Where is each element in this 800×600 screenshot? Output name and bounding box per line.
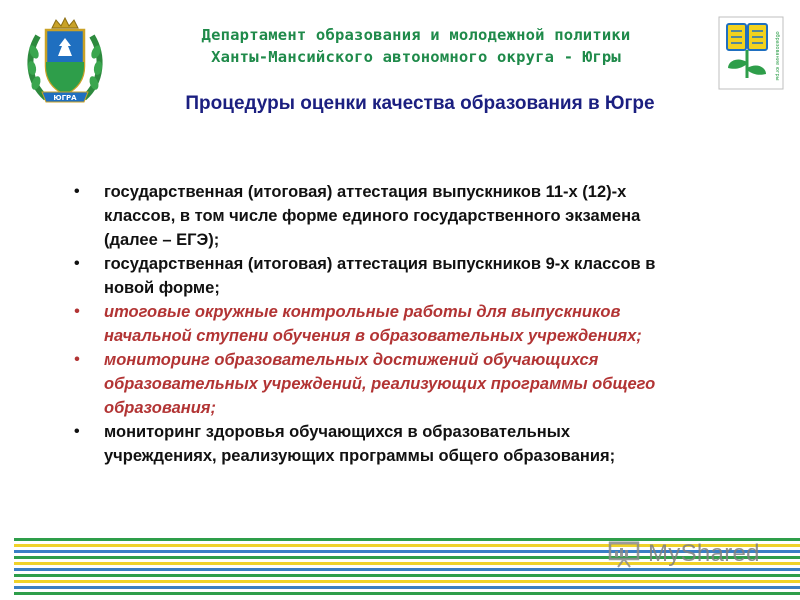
presentation-board-icon (608, 539, 642, 569)
bullet-marker: • (74, 303, 80, 320)
list-item-line: государственная (итоговая) аттестация выпускников 9-х классов в (104, 255, 656, 273)
slide-title: Процедуры оценки качества образования в Югре (185, 93, 655, 114)
list-item-line: учреждениях, реализующих программы общего образования; (104, 447, 616, 465)
list-item-line: государственная (итоговая) аттестация выпускников 11-х (12)-х (104, 183, 627, 201)
list-item (74, 420, 786, 468)
list-item-line: образовательных учреждений, реализующих программы общего (104, 375, 656, 393)
coat-of-arms-icon (24, 16, 106, 108)
list-item-highlighted (74, 300, 786, 348)
procedures-list (74, 180, 786, 468)
emblem-ribbon-text: ЮГРА (53, 94, 77, 102)
watermark (608, 536, 760, 572)
list-item-line: начальной ступени обучения в образовательных учреждениях; (104, 327, 642, 345)
list-item-line: итоговые окружные контрольные работы для выпускников (104, 303, 621, 321)
list-item-line: мониторинг образовательных достижений обучающихся (104, 351, 599, 369)
department-line-2: Ханты-Мансийского автономного округа - Югры (211, 48, 621, 66)
list-item-line: новой форме; (104, 279, 220, 297)
watermark-text: MyShared (648, 540, 760, 567)
bullet-marker: • (74, 423, 80, 440)
department-name (116, 24, 716, 68)
list-item-line: классов, в том числе форме единого государственного экзамена (104, 207, 641, 225)
bullet-marker: • (74, 183, 80, 200)
list-item-highlighted (74, 348, 786, 420)
list-item (74, 252, 786, 300)
education-logo-icon (718, 16, 784, 90)
education-logo-text: образование югры (774, 31, 780, 81)
bullet-marker: • (74, 255, 80, 272)
list-item (74, 180, 786, 252)
list-item-line: (далее – ЕГЭ); (104, 231, 220, 249)
department-line-1: Департамент образования и молодежной политики (201, 26, 631, 44)
bullet-marker: • (74, 351, 80, 368)
list-item-line: мониторинг здоровья обучающихся в образовательных (104, 423, 571, 441)
list-item-line: образования; (104, 399, 217, 417)
